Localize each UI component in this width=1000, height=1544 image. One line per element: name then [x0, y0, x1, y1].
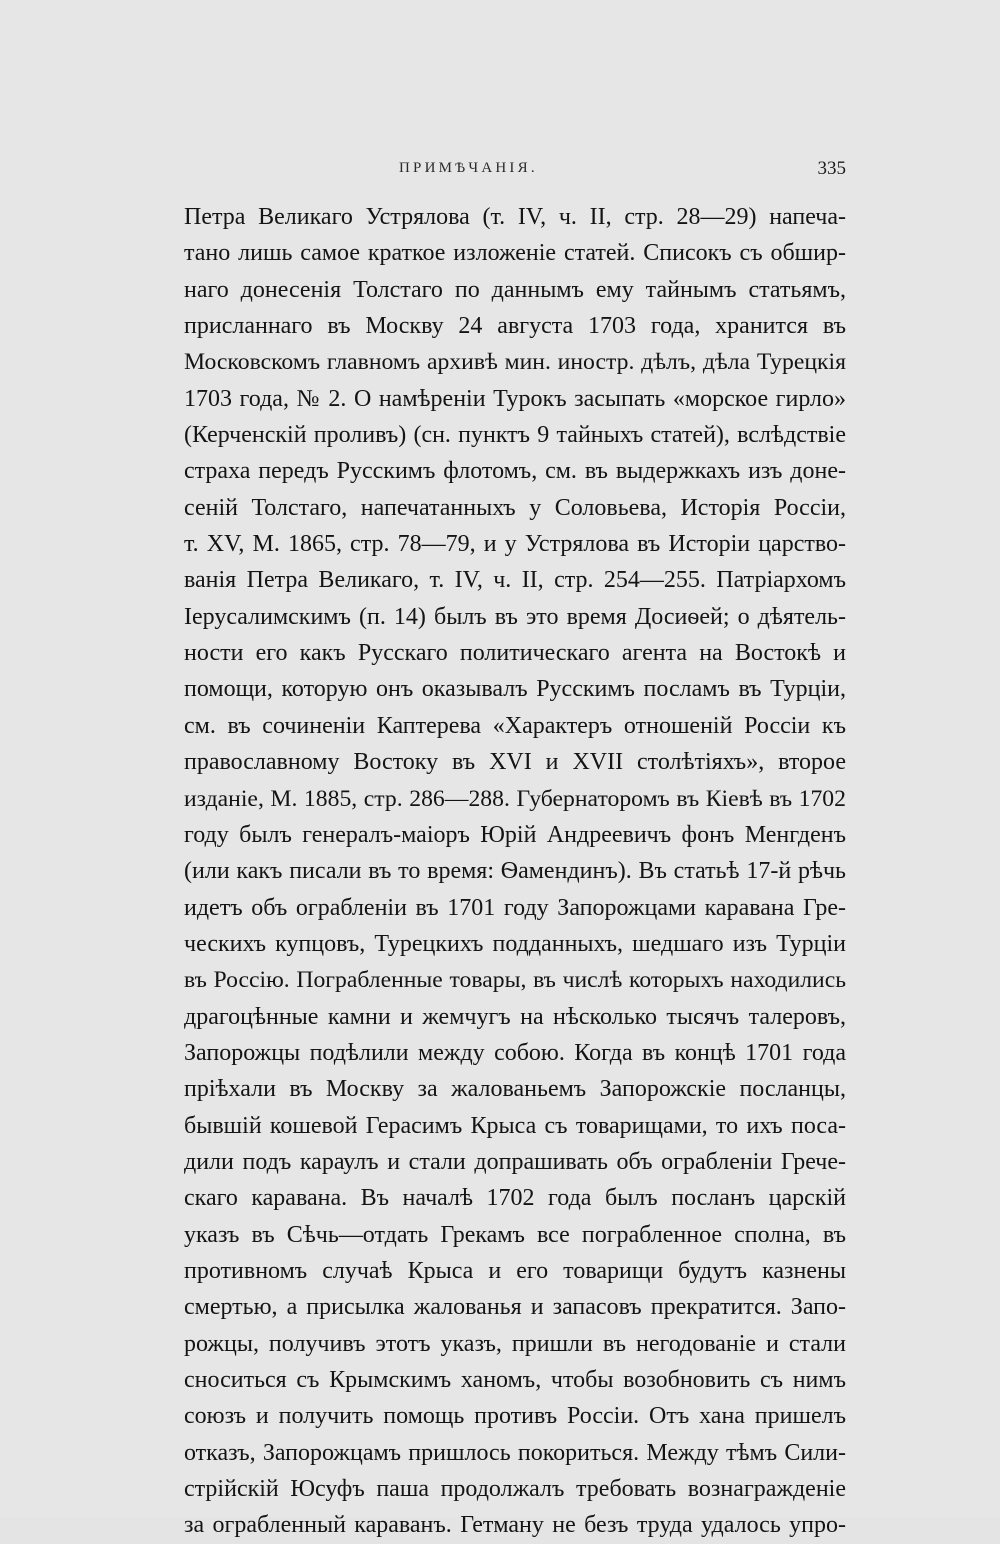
text-line: въ Россію. Пограбленные товары, въ числѣ которыхъ находились: [184, 967, 846, 994]
text-line: противномъ случаѣ Крыса и его товарищи будутъ казнены: [184, 1257, 846, 1284]
text-line: скаго каравана. Въ началѣ 1702 года былъ посланъ царскій: [184, 1185, 846, 1212]
text-line: идетъ объ ограбленіи въ 1701 году Запорожцами каравана Гре-: [184, 894, 846, 921]
text-line: страха передъ Русскимъ флотомъ, см. въ выдержкахъ изъ доне-: [184, 458, 846, 485]
text-line: смертью, а присылка жалованья и запасовъ прекратится. Запо-: [184, 1294, 846, 1321]
running-head: ПРИМѢЧАНІЯ.: [399, 160, 538, 176]
text-line: Запорожцы подѣлили между собою. Когда въ концѣ 1701 года: [184, 1039, 846, 1066]
text-line: ванія Петра Великаго, т. IV, ч. II, стр. 254—255. Патріархомъ: [184, 567, 846, 594]
text-line: ческихъ купцовъ, Турецкихъ подданныхъ, шедшаго изъ Турціи: [184, 930, 846, 957]
text-line: за ограбленный караванъ. Гетману не безъ труда удалось упро-: [184, 1512, 846, 1539]
text-line: отказъ, Запорожцамъ пришлось покориться. Между тѣмъ Сили-: [184, 1439, 846, 1466]
text-line: изданіе, М. 1885, стр. 286—288. Губернаторомъ въ Кіевѣ въ 1702: [184, 785, 846, 812]
text-line: пріѣхали въ Москву за жалованьемъ Запорожскіе посланцы,: [184, 1076, 846, 1103]
text-line: присланнаго въ Москву 24 августа 1703 года, хранится въ: [184, 313, 846, 340]
body-text: [184, 199, 846, 1544]
text-line: ности его какъ Русскаго политическаго агента на Востокѣ и: [184, 640, 846, 667]
text-line: наго донесенія Толстаго по даннымъ ему тайнымъ статьямъ,: [184, 276, 846, 303]
text-line: стрійскій Юсуфъ паша продолжалъ требовать вознагражденіе: [184, 1476, 846, 1503]
text-line: рожцы, получивъ этотъ указъ, пришли въ негодованіе и стали: [184, 1330, 846, 1357]
text-line: см. въ сочиненіи Каптерева «Характеръ отношеній Россіи къ: [184, 712, 846, 739]
text-line: Іерусалимскимъ (п. 14) былъ въ это время Досиѳей; о дѣятель-: [184, 603, 846, 630]
text-line: Московскомъ главномъ архивѣ мин. иностр. дѣлъ, дѣла Турецкія: [184, 349, 846, 376]
text-line: (или какъ писали въ то время: Ѳамендинъ). Въ статьѣ 17-й рѣчь: [184, 858, 846, 885]
text-line: тано лишь самое краткое изложеніе статей. Списокъ съ обшир-: [184, 240, 846, 267]
text-line: сеній Толстаго, напечатанныхъ у Соловьева, Исторія Россіи,: [184, 494, 846, 521]
page-header: [184, 158, 846, 188]
text-line: 1703 года, № 2. О намѣреніи Турокъ засыпать «морское гирло»: [184, 385, 846, 412]
text-line: сноситься съ Крымскимъ ханомъ, чтобы возобновить съ нимъ: [184, 1367, 846, 1393]
text-line: Петра Великаго Устрялова (т. IV, ч. II, стр. 28—29) напеча-: [184, 204, 846, 230]
text-line: бывшій кошевой Герасимъ Крыса съ товарищами, то ихъ поса-: [184, 1112, 846, 1139]
text-line: православному Востоку въ XVI и XVII столѣтіяхъ», второе: [184, 749, 846, 776]
text-line: году былъ генералъ-маіоръ Юрій Андреевичъ фонъ Менгденъ: [184, 821, 846, 848]
page-number: 335: [817, 158, 846, 179]
text-line: союзъ и получить помощь противъ Россіи. Отъ хана пришелъ: [184, 1403, 846, 1430]
text-line: указъ въ Сѣчь—отдать Грекамъ все пограбленное сполна, въ: [184, 1221, 846, 1248]
text-line: помощи, которую онъ оказывалъ Русскимъ посламъ въ Турціи,: [184, 676, 846, 703]
text-line: (Керченскій проливъ) (сн. пунктъ 9 тайныхъ статей), вслѣдствіе: [184, 422, 846, 449]
text-line: дили подъ караулъ и стали допрашивать объ ограбленіи Грече-: [184, 1148, 846, 1175]
text-line: т. XV, М. 1865, стр. 78—79, и у Устрялова въ Исторіи царство-: [184, 531, 846, 558]
text-line: драгоцѣнные камни и жемчугъ на нѣсколько тысячъ талеровъ,: [184, 1003, 846, 1030]
